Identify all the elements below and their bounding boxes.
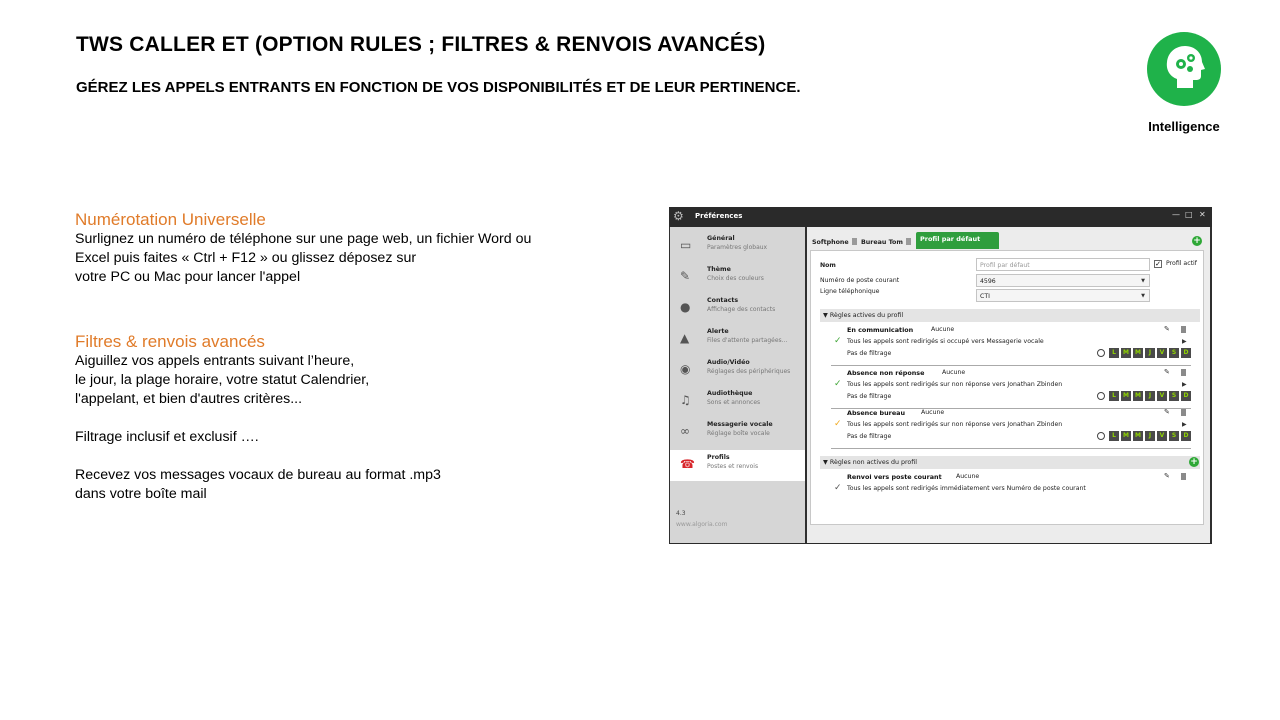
close-icon[interactable]: ✕ bbox=[1199, 210, 1206, 219]
profile-name-input[interactable]: Profil par défaut bbox=[976, 258, 1150, 271]
rule-description: Tous les appels sont redirigés si occupé vers Messagerie vocale bbox=[847, 338, 1044, 345]
sidebar-item-contacts[interactable] bbox=[670, 293, 805, 324]
rule-value: Aucune bbox=[942, 369, 966, 376]
filters-line-3: l'appelant, et bien d'autres critères... bbox=[75, 391, 303, 407]
clock-icon[interactable] bbox=[1097, 392, 1105, 400]
maximize-icon[interactable]: □ bbox=[1185, 210, 1193, 219]
day-tuesday[interactable]: M bbox=[1121, 391, 1131, 401]
sidebar-item-desc: Files d'attente partagées... bbox=[707, 337, 788, 344]
universal-line-3: votre PC ou Mac pour lancer l'appel bbox=[75, 269, 301, 285]
rule-value: Aucune bbox=[921, 409, 945, 416]
rule-no-answer bbox=[831, 369, 1191, 409]
badge-label: Intelligence bbox=[1148, 119, 1220, 134]
trash-icon[interactable] bbox=[1181, 326, 1186, 333]
check-icon: ✓ bbox=[834, 336, 842, 346]
post-number-value: 4596 bbox=[980, 278, 996, 285]
rule-value: Aucune bbox=[956, 473, 980, 480]
post-number-select[interactable] bbox=[976, 274, 1150, 287]
sidebar-item-desc: Affichage des contacts bbox=[707, 306, 776, 313]
window-title: Préférences bbox=[695, 212, 743, 220]
rule-office-absence bbox=[831, 409, 1191, 449]
universal-line-2: Excel puis faites « Ctrl + F12 » ou glissez déposez sur bbox=[75, 250, 417, 266]
day-saturday[interactable]: S bbox=[1169, 348, 1179, 358]
webcam-icon: ◉ bbox=[680, 362, 691, 376]
universal-line-1: Surlignez un numéro de téléphone sur une page web, un fichier Word ou bbox=[75, 231, 532, 247]
warning-icon: ▲ bbox=[680, 331, 690, 345]
sidebar-item-name: Contacts bbox=[707, 297, 739, 304]
sidebar-item-name: Audiothèque bbox=[707, 390, 753, 397]
pencil-icon[interactable]: ✎ bbox=[1164, 408, 1170, 416]
gears-icon: ⚙ bbox=[673, 209, 684, 223]
clock-icon[interactable] bbox=[1097, 432, 1105, 440]
phone-line-select[interactable] bbox=[976, 289, 1150, 302]
chevron-down-icon: ▼ bbox=[1141, 278, 1145, 284]
day-saturday[interactable]: S bbox=[1169, 391, 1179, 401]
day-saturday[interactable]: S bbox=[1169, 431, 1179, 441]
preferences-window bbox=[669, 207, 1212, 544]
filters-section bbox=[75, 332, 635, 504]
preferences-sidebar bbox=[670, 227, 805, 543]
window-statusbar bbox=[669, 543, 1212, 544]
day-monday[interactable]: L bbox=[1109, 431, 1119, 441]
phone-line-label: Ligne téléphonique bbox=[820, 288, 880, 295]
music-icon: ♫ bbox=[680, 393, 691, 407]
sidebar-item-general[interactable] bbox=[670, 231, 805, 262]
tab-bureau-tom[interactable] bbox=[861, 238, 911, 250]
head-gears-icon bbox=[1147, 32, 1221, 106]
play-icon[interactable]: ▶ bbox=[1182, 381, 1187, 388]
filters-line-2: le jour, la plage horaire, votre statut Calendrier, bbox=[75, 372, 370, 388]
trash-icon[interactable] bbox=[852, 238, 857, 245]
rule-description: Tous les appels sont redirigés sur non réponse vers Jonathan Zbinden bbox=[847, 421, 1063, 428]
sidebar-item-desc: Réglages des périphériques bbox=[707, 368, 791, 375]
voicemail-line-1: Recevez vos messages vocaux de bureau au format .mp3 bbox=[75, 467, 441, 483]
sidebar-item-name: Général bbox=[707, 235, 735, 242]
active-rules-title: Règles actives du profil bbox=[829, 312, 904, 319]
rule-filter: Pas de filtrage bbox=[847, 350, 892, 357]
rule-in-call bbox=[831, 326, 1191, 366]
universal-numbering-heading: Numérotation Universelle bbox=[75, 210, 266, 229]
sidebar-item-audio-video[interactable] bbox=[670, 355, 805, 386]
monitor-icon: ▭ bbox=[680, 238, 692, 252]
sidebar-item-name: Messagerie vocale bbox=[707, 421, 773, 428]
post-number-label: Numéro de poste courant bbox=[820, 277, 900, 284]
app-version: 4.3 bbox=[676, 510, 686, 517]
universal-numbering-section bbox=[75, 210, 635, 287]
name-label: Nom bbox=[820, 262, 836, 269]
day-tuesday[interactable]: M bbox=[1121, 348, 1131, 358]
contacts-icon: ● bbox=[680, 300, 691, 314]
day-friday[interactable]: V bbox=[1157, 431, 1167, 441]
sidebar-item-desc: Paramètres globaux bbox=[707, 244, 768, 251]
tab-default-profile[interactable]: Profil par défaut bbox=[916, 232, 999, 249]
rule-value: Aucune bbox=[931, 326, 955, 333]
day-wednesday[interactable]: M bbox=[1133, 431, 1143, 441]
day-tuesday[interactable]: M bbox=[1121, 431, 1131, 441]
tab-label: Bureau Tom bbox=[861, 239, 903, 246]
day-thursday[interactable]: J bbox=[1145, 348, 1155, 358]
sidebar-item-name: Alerte bbox=[707, 328, 729, 335]
window-titlebar bbox=[669, 207, 1212, 227]
add-rule-icon[interactable]: + bbox=[1190, 457, 1198, 467]
play-icon[interactable]: ▶ bbox=[1182, 421, 1187, 428]
sidebar-item-desc: Choix des couleurs bbox=[707, 275, 764, 282]
intelligence-badge bbox=[1147, 32, 1221, 106]
day-thursday[interactable]: J bbox=[1145, 431, 1155, 441]
day-monday[interactable]: L bbox=[1109, 391, 1119, 401]
filters-line-1: Aiguillez vos appels entrants suivant l’heure, bbox=[75, 353, 355, 369]
sidebar-item-name: Thème bbox=[707, 266, 731, 273]
check-icon: ✓ bbox=[834, 483, 842, 493]
profile-active-checkbox[interactable]: ✓ bbox=[1155, 260, 1161, 268]
palette-icon: ✎ bbox=[680, 269, 691, 283]
rule-name: En communication bbox=[847, 326, 914, 334]
sidebar-item-voicemail[interactable] bbox=[670, 417, 805, 448]
sidebar-item-theme[interactable] bbox=[670, 262, 805, 293]
sidebar-item-desc: Réglage boîte vocale bbox=[707, 430, 770, 437]
inactive-rules-title: Règles non actives du profil bbox=[829, 459, 917, 466]
rule-name: Absence bureau bbox=[847, 409, 906, 417]
play-icon[interactable]: ▶ bbox=[1182, 338, 1187, 345]
day-friday[interactable]: V bbox=[1157, 348, 1167, 358]
trash-icon[interactable] bbox=[1181, 409, 1186, 416]
trash-icon[interactable] bbox=[1181, 473, 1186, 480]
sidebar-item-alert[interactable] bbox=[670, 324, 805, 355]
day-wednesday[interactable]: M bbox=[1133, 348, 1143, 358]
day-sunday[interactable]: D bbox=[1181, 431, 1191, 441]
tab-softphone[interactable] bbox=[812, 238, 857, 250]
sidebar-item-desc: Postes et renvois bbox=[707, 463, 759, 470]
pencil-icon[interactable]: ✎ bbox=[1164, 472, 1170, 480]
rule-description: Tous les appels sont redirigés sur non réponse vers Jonathan Zbinden bbox=[847, 381, 1063, 388]
day-monday[interactable]: L bbox=[1109, 348, 1119, 358]
day-sunday[interactable]: D bbox=[1181, 391, 1191, 401]
profile-panel bbox=[810, 250, 1204, 525]
pencil-icon[interactable]: ✎ bbox=[1164, 325, 1170, 333]
trash-icon[interactable] bbox=[906, 238, 911, 245]
clock-icon[interactable] bbox=[1097, 349, 1105, 357]
sidebar-item-name: Profils bbox=[707, 454, 730, 461]
phone-line-value: CTI bbox=[980, 293, 990, 300]
rule-forward-current bbox=[831, 473, 1191, 501]
day-friday[interactable]: V bbox=[1157, 391, 1167, 401]
pencil-icon[interactable]: ✎ bbox=[1164, 368, 1170, 376]
trash-icon[interactable] bbox=[1181, 369, 1186, 376]
rule-filter: Pas de filtrage bbox=[847, 393, 892, 400]
active-rules-header[interactable]: ▼ Règles actives du profil bbox=[820, 309, 1200, 322]
day-wednesday[interactable]: M bbox=[1133, 391, 1143, 401]
sidebar-item-profiles[interactable] bbox=[670, 450, 805, 481]
profile-icon: ☎ bbox=[680, 457, 695, 471]
voicemail-icon: ∞ bbox=[680, 424, 690, 438]
check-icon: ✓ bbox=[834, 419, 842, 429]
minimize-icon[interactable]: — bbox=[1172, 210, 1180, 219]
tab-label: Softphone bbox=[812, 239, 849, 246]
check-icon: ✓ bbox=[834, 379, 842, 389]
rule-description: Tous les appels sont redirigés immédiatement vers Numéro de poste courant bbox=[847, 485, 1086, 492]
sidebar-item-name: Audio/Vidéo bbox=[707, 359, 750, 366]
filters-heading: Filtres & renvois avancés bbox=[75, 332, 265, 351]
chevron-down-icon: ▼ bbox=[1141, 293, 1145, 299]
sidebar-item-audiotheque[interactable] bbox=[670, 386, 805, 417]
filters-inclusive: Filtrage inclusif et exclusif …. bbox=[75, 429, 259, 445]
add-profile-icon[interactable]: + bbox=[1193, 236, 1201, 246]
slide-title: TWS CALLER ET (OPTION RULES ; FILTRES & RENVOIS AVANCÉS) bbox=[76, 33, 766, 56]
sidebar-item-desc: Sons et annonces bbox=[707, 399, 761, 406]
profiles-content bbox=[807, 227, 1210, 543]
voicemail-line-2: dans votre boîte mail bbox=[75, 486, 207, 502]
day-sunday[interactable]: D bbox=[1181, 348, 1191, 358]
profile-active-label: Profil actif bbox=[1166, 260, 1197, 267]
rule-name: Renvoi vers poste courant bbox=[847, 473, 942, 481]
rule-filter: Pas de filtrage bbox=[847, 433, 892, 440]
slide-subtitle: GÉREZ LES APPELS ENTRANTS EN FONCTION DE VOS DISPONIBILITÉS ET DE LEUR PERTINENCE. bbox=[76, 79, 801, 96]
app-website[interactable]: www.algoria.com bbox=[676, 521, 728, 528]
rule-name: Absence non réponse bbox=[847, 369, 925, 377]
inactive-rules-header[interactable]: ▼ Règles non actives du profil bbox=[820, 456, 1200, 469]
day-thursday[interactable]: J bbox=[1145, 391, 1155, 401]
